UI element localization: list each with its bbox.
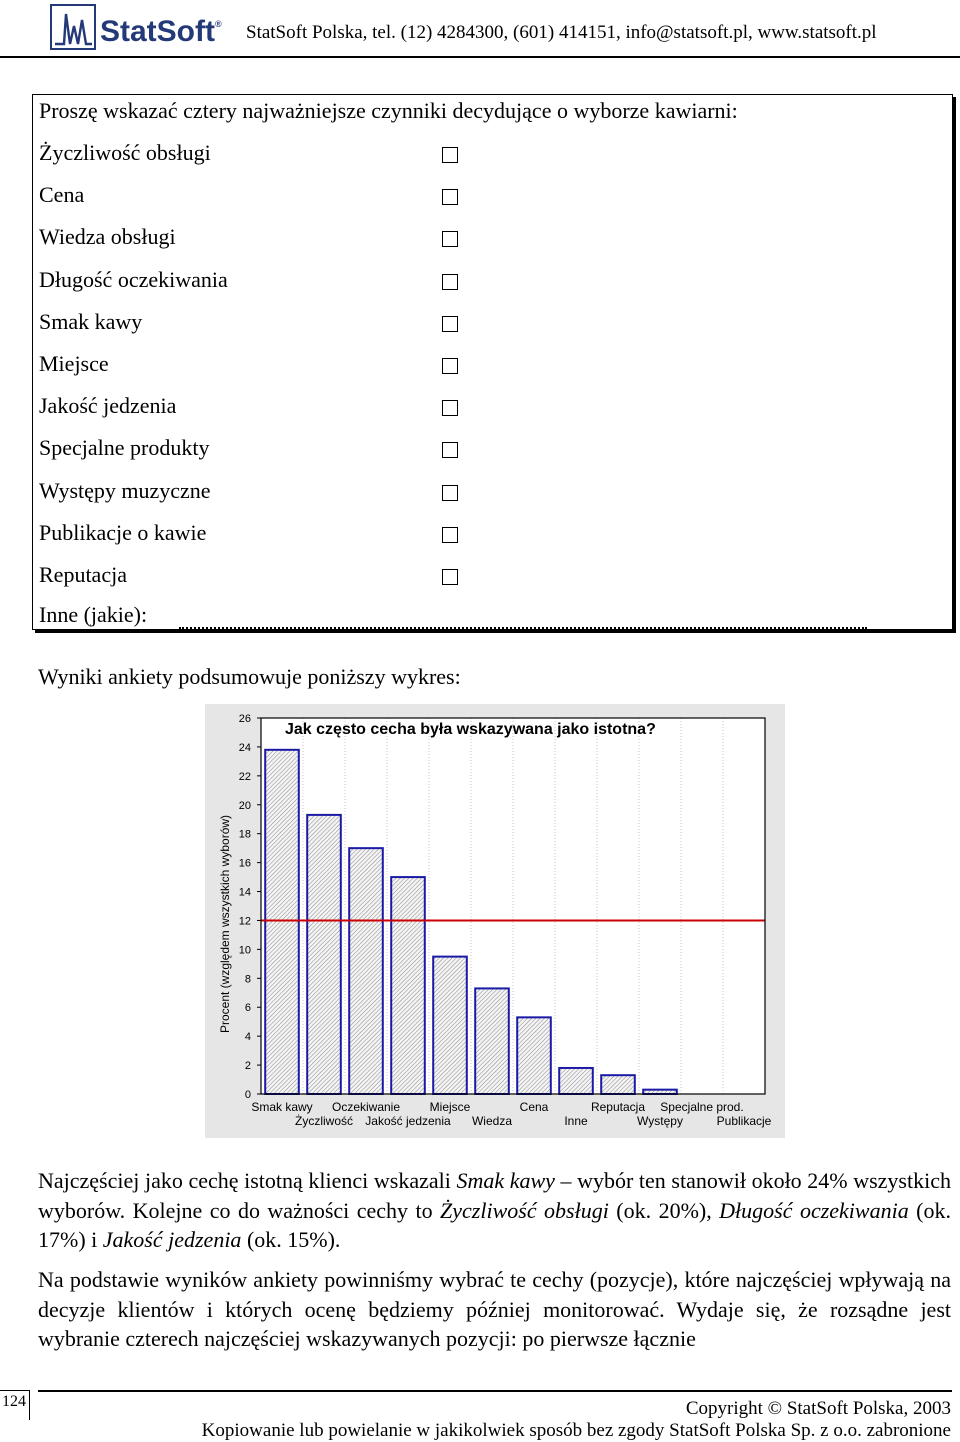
y-tick-label: 4 xyxy=(244,1031,251,1044)
y-axis-label: Procent (względem wszystkich wyborów) xyxy=(218,814,232,1034)
option-checkbox[interactable] xyxy=(442,231,458,247)
p1-italic-4: Jakość jedzenia xyxy=(102,1227,242,1252)
questionnaire-box xyxy=(32,94,953,630)
chart-bar xyxy=(349,848,383,1094)
y-tick-label: 18 xyxy=(238,828,251,841)
chart-bar xyxy=(265,750,299,1094)
logo-text: StatSoft xyxy=(100,15,215,48)
chart-bar xyxy=(559,1068,593,1094)
y-tick-label: 6 xyxy=(244,1002,251,1015)
option-other-dotted-line xyxy=(179,627,867,629)
p1-text-5: (ok. 15%). xyxy=(241,1227,341,1252)
chart-title: Jak często cecha była wskazywana jako istotna? xyxy=(285,721,656,738)
chart-intro-text: Wyniki ankiety podsumowuje poniższy wykres: xyxy=(38,664,461,689)
option-label: Długość oczekiwania xyxy=(39,266,228,292)
y-tick-label: 24 xyxy=(238,741,251,754)
y-tick-label: 16 xyxy=(238,857,251,870)
p1-text-4: (ok. 17%) i xyxy=(38,1197,951,1252)
p1-italic-3: Długość oczekiwania xyxy=(719,1197,909,1223)
option-other-label: Inne (jakie): xyxy=(39,602,148,627)
logo-chart-icon xyxy=(50,4,96,50)
y-tick-label: 2 xyxy=(244,1060,251,1073)
p1-text-3: (ok. 20%), xyxy=(608,1197,720,1223)
x-tick-label: Smak kawy xyxy=(251,1100,313,1114)
y-tick-label: 8 xyxy=(244,973,251,986)
option-checkbox[interactable] xyxy=(442,358,458,374)
bar-chart xyxy=(205,704,785,1138)
option-label: Jakość jedzenia xyxy=(39,393,177,419)
y-tick-label: 14 xyxy=(238,886,251,899)
option-label: Publikacje o kawie xyxy=(39,519,207,545)
option-label: Specjalne produkty xyxy=(39,435,210,461)
paragraph-conclusion: Na podstawie wyników ankiety powinniśmy wybrać te cechy (pozycje), które najczęściej wpływają na decyzje klientów i których ocenę będziemy później monitorować. Wydaje się, że rozsądne jest wybranie czterech najczęściej wskazywanych pozycji: po pierwsze łącznie xyxy=(38,1267,951,1351)
option-label: Wiedza obsługi xyxy=(39,224,176,250)
chart-bar xyxy=(601,1075,635,1094)
footer-copyright: Copyright © StatSoft Polska, 2003 xyxy=(685,1398,951,1419)
footer-notice: Kopiowanie lub powielanie w jakikolwiek sposób bez zgody StatSoft Polska Sp. z o.o. zabronione xyxy=(201,1420,951,1441)
p1-italic-1: Smak kawy xyxy=(456,1168,555,1193)
option-label: Życzliwość obsługi xyxy=(39,140,211,165)
option-checkbox[interactable] xyxy=(442,316,458,332)
option-label: Smak kawy xyxy=(39,308,143,334)
page-header xyxy=(0,0,960,60)
option-checkbox[interactable] xyxy=(442,400,458,416)
x-tick-label: Specjalne prod. xyxy=(660,1100,744,1114)
option-label: Reputacja xyxy=(39,562,127,587)
chart-bar xyxy=(433,957,467,1094)
paragraph-results xyxy=(38,1166,951,1255)
option-label: Występy muzyczne xyxy=(39,477,211,503)
x-tick-label: Oczekiwanie xyxy=(331,1100,401,1114)
x-tick-label: Publikacje xyxy=(716,1114,772,1128)
x-tick-label: Inne xyxy=(564,1114,588,1128)
option-checkbox[interactable] xyxy=(442,442,458,458)
chart-canvas xyxy=(205,704,785,1138)
y-tick-label: 20 xyxy=(238,799,251,812)
footer-divider xyxy=(38,1390,952,1392)
x-tick-label: Jakość jedzenia xyxy=(365,1114,451,1128)
option-checkbox[interactable] xyxy=(442,527,458,543)
chart-bar xyxy=(475,988,509,1094)
option-checkbox[interactable] xyxy=(442,485,458,501)
statsoft-logo xyxy=(50,4,240,48)
x-tick-label: Wiedza xyxy=(471,1114,513,1128)
y-tick-label: 0 xyxy=(244,1089,251,1101)
option-checkbox[interactable] xyxy=(442,569,458,585)
x-tick-label: Życzliwość xyxy=(294,1114,354,1128)
y-tick-label: 10 xyxy=(238,944,251,957)
p1-text-2: – wybór ten stanowił około 24% wszystkich wyborów. Kolejne co do ważności cechy to xyxy=(38,1168,951,1223)
header-divider xyxy=(0,56,960,58)
questionnaire-title: Proszę wskazać cztery najważniejsze czynniki decydujące o wyborze kawiarni: xyxy=(39,98,738,123)
x-tick-label: Cena xyxy=(519,1100,549,1114)
chart-bar xyxy=(643,1090,677,1094)
option-checkbox[interactable] xyxy=(442,147,458,163)
option-checkbox[interactable] xyxy=(442,189,458,205)
x-tick-label: Występy xyxy=(637,1114,683,1128)
option-label: Cena xyxy=(39,182,85,208)
y-tick-label: 22 xyxy=(238,770,251,783)
chart-bar xyxy=(391,877,425,1094)
page-number: 124 xyxy=(0,1390,30,1420)
logo-registered-mark: ® xyxy=(215,19,222,29)
y-tick-label: 12 xyxy=(238,915,251,928)
option-label: Miejsce xyxy=(39,351,109,376)
option-checkbox[interactable] xyxy=(442,274,458,290)
x-tick-label: Miejsce xyxy=(429,1100,471,1114)
p1-text-1: Najczęściej jako cechę istotną klienci wskazali xyxy=(38,1168,457,1193)
chart-bar xyxy=(307,815,341,1094)
y-tick-label: 26 xyxy=(238,713,251,725)
x-tick-label: Reputacja xyxy=(590,1100,646,1114)
chart-bar xyxy=(517,1017,551,1094)
p1-italic-2: Życzliwość obsługi xyxy=(440,1197,609,1223)
header-contact-info: StatSoft Polska, tel. (12) 4284300, (601) 414151, info@statsoft.pl, www.statsoft.pl xyxy=(246,22,877,43)
